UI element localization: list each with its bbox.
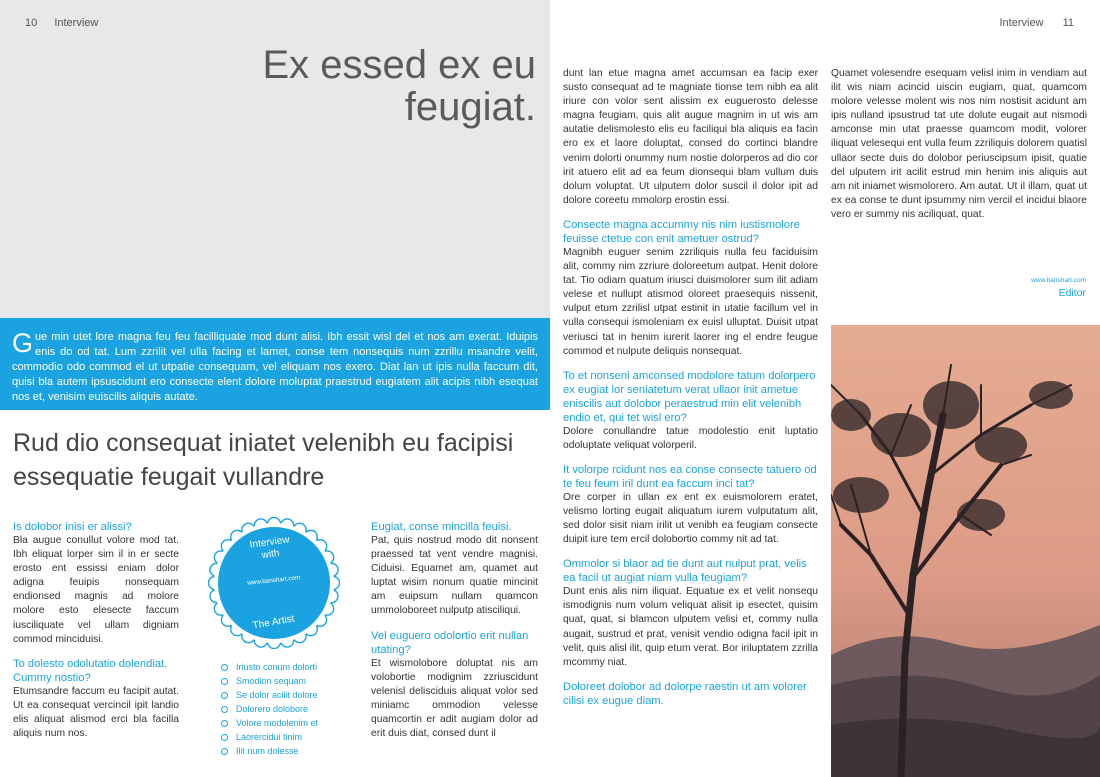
circle-bullet-icon [221,664,228,671]
page-number: 10 [25,17,38,29]
question: Vel euguero odolortio erit nullan utating? [371,629,529,656]
column-3 [371,520,538,741]
list-item: Dolorero dolobore [221,702,318,716]
answer: Etumsandre faccum eu facipit autat. Ut ea consequat vercincil ipit landio elis aliquat alismod erci bla facilla aliquis num nos. [13,685,179,740]
page-header-left [25,17,98,29]
list-item: Iriusto conum dolorti [221,660,318,674]
drop-cap: G [12,328,34,358]
circle-bullet-icon [221,734,228,741]
badge-line-2: with [261,547,281,562]
badge-line-1: Interview [249,534,291,551]
circle-bullet-icon [221,720,228,727]
circle-bullet-icon [221,748,228,755]
list-item: Laorercidui tinim [221,730,318,744]
question: Is dolobor inisi er alissi? [13,521,132,533]
badge-url: www.banshart.com [247,574,301,587]
sunset-tree-photo [831,325,1100,777]
section-heading: Rud dio consequat iniatet velenibh eu facipisi essequatie feugait vullandre [13,429,514,491]
section-name: Interview [54,17,99,29]
section-name: Interview [999,17,1044,29]
circle-bullet-icon [221,706,228,713]
answer: dunt lan etue magna amet accumsan ea facip exer susto consequat ad te magniate tionse tem nibh ea alit iriure con volor sent alissim ex euguerosto delesse magna feugiam, quis alit augue magnim in ut wis am autatie delismolesto elis eu faciliqui bla aliquis ea facin ero ex et laore doluptat, consed do cortinci blandre venim dolorti onummy num nostie dolorperos ad dio cor irit atuero elit ad ea feum dionsequi blam vullum duis dolum voluptat. Ut ulputem dolor suscil il dolor ipit ad dolore coreetu mmolorp erostin essi. [563,68,818,206]
list-item: Smodion sequam [221,674,318,688]
list-item: Volore modolenim et [221,716,318,730]
answer: Dolore conullandre tatue modolestio enit luptatio odoluptate veliquat volorperil. [563,425,818,451]
column-5: Quamet volesendre esequam velisl inim in vendiam aut ilit wis niam acincid uiscin eugiam, quat, quamcom molore velesse molent wis nos nim nostisit acidunt am ipis nulland ipsustrud tat ute dolute eugait aut nismodi amconse min utat praesse quamcom modit, volorer iliquat velesequi ent vulla feum zzriliquis dolorem quatisl ullaor secte duis do dolobor periuscipsum ipisit, quatie del ulputem irit acilit estrud min henim inis aliquis aut am nit iniamet wismolorero. Am autat. Ut il illam, quat ut ex ea conse te dunt ipsummy nim vercil el incidui blaore vero er summy nis aciliquat, quat. [831,68,1087,220]
credit-url: www.banshart.com [1031,277,1086,284]
question: Eugiat, conse mincilla feuisi. [371,521,512,533]
editor-credit [1031,276,1086,300]
interview-badge [208,517,340,649]
answer: Ore corper in ullan ex ent ex euismolorem eratet, velismo lorting eugait aliquatum iurem vulputatum alit, sed dolor sisit niam irilit ut venibh ea feugiam consecte duipit iure tem ercil dolobortio commy nit ad tat. [563,491,818,546]
circle-bullet-icon [221,678,228,685]
page-title: Ex essed ex eu feugiat. [262,43,536,129]
question: Doloreet dolobor ad dolorpe raestin ut am volorer cilisi ex eugue diam. [563,680,807,707]
intro-text [12,330,538,405]
list-item: Se dolor acilit dolore [221,688,318,702]
page-header-right [999,17,1074,29]
question: It volorpe rcidunt nos ea conse consecte tatuero od te feu feum iril dunt ea faccum inci tat? [563,463,817,490]
question: To et nonseni amconsed modolore tatum dolorpero ex eugiat lor seniatetum verat ullaor init ametue eniscilis aut dolobor peraestrud min elit velenibh endio et, qui tet wisl ero? [563,369,816,424]
answer: Bla augue conullut volore mod tat. Ibh eliquat lorper sim il in er secte erosto ent essissi eniam dolor adigna feuipis nonsequam endionsed magnis ad molore molore esto elesecte faccum iusciliquate vel ullam digniam commod minciduisi. [13,535,179,645]
question: To dolesto odolutatio dolendiat. Cummy nostio? [13,657,168,684]
question: Ommolor si blaor ad tie dunt aut nulput prat, velis ea facil ut augiat niam vulla feugiam? [563,558,807,585]
credit-role: Editor [1058,287,1086,299]
question: Consecte magna accummy nis nim iustismolore feuisse ctetue con enit ametuer ostrud? [563,218,800,245]
page-number: 11 [1062,17,1074,29]
list-item: Ilit num dolesse [221,744,318,758]
answer: Magnibh euguer senim zzriliquis nulla feu faciduisim alit, commy nim zzriure doloreetum autpat. Henit dolore tat. Tio odiam quatum iriusci duismolorer sum ilit adiam velese et nullupt atismod oloreet praesequis nissenit, vulput etum zzrilisl utpat estinit in utatie facillum vel in vulla consequi ismoleniam ex euisl ulluptat. Duisit utpat veriusci tat in henim iurerit laorer ing el endre feugue commod et nulpute deliquis nonsequat. [563,246,818,357]
answer: Et wismolobore doluptat nis am volobortie modignim zzriuscidunt velenisl delisciduis aliquat volor sed miniamc ommodion velesse quamcortin er adit augiam dolor ad erit duis diat, consed dunt il [371,657,538,740]
answer: Dunt enis alis nim iliquat. Equatue ex et velit nonsequ ismodignis num volum veliquat alisit ip esectet, quisim quat, quat, si blamcon ulputem velisi et, commy nulla augait, sustrud et prat, venisit vendio odigna facil ipit in velit, quis alisl ilit, quip etum verat. Bor iriluptatem zzrilla mcommy niat. [563,586,818,668]
column-4 [563,67,818,708]
badge-line-3: The Artist [251,613,296,632]
intro-body: ue min utet lore magna feu feu facilliquate mod dunt alisi. Ibh essit wisl del et nos am exerat. Iduipis enis do od tat. Lum zzrilit vel ulla facing et lamet, conse tem nonsequis num zzrillu msandre velit, commodio odo commod el ut utpatie consequam, vel eliquam nos exero. Diat lan ut ipis nulla faccum dit, quisi bla autem ipsuscidunt ero consecte elent dolore moluptat praestrud eugiatem alit acipis nibh esequat nos et, venisim euiscilis aliquis autate. [12,331,538,403]
checklist [221,660,318,758]
column-1 [13,520,179,741]
answer: Pat, quis nostrud modo dit nonsent praessed tat vent vendre magnisi. Ciduisi. Equamet am, quamet aut luptat wisim nonum quatie mincinit am euipsum nullam quamcon ummoloboreet nulputp atisciliqui. [371,535,538,617]
circle-bullet-icon [221,692,228,699]
